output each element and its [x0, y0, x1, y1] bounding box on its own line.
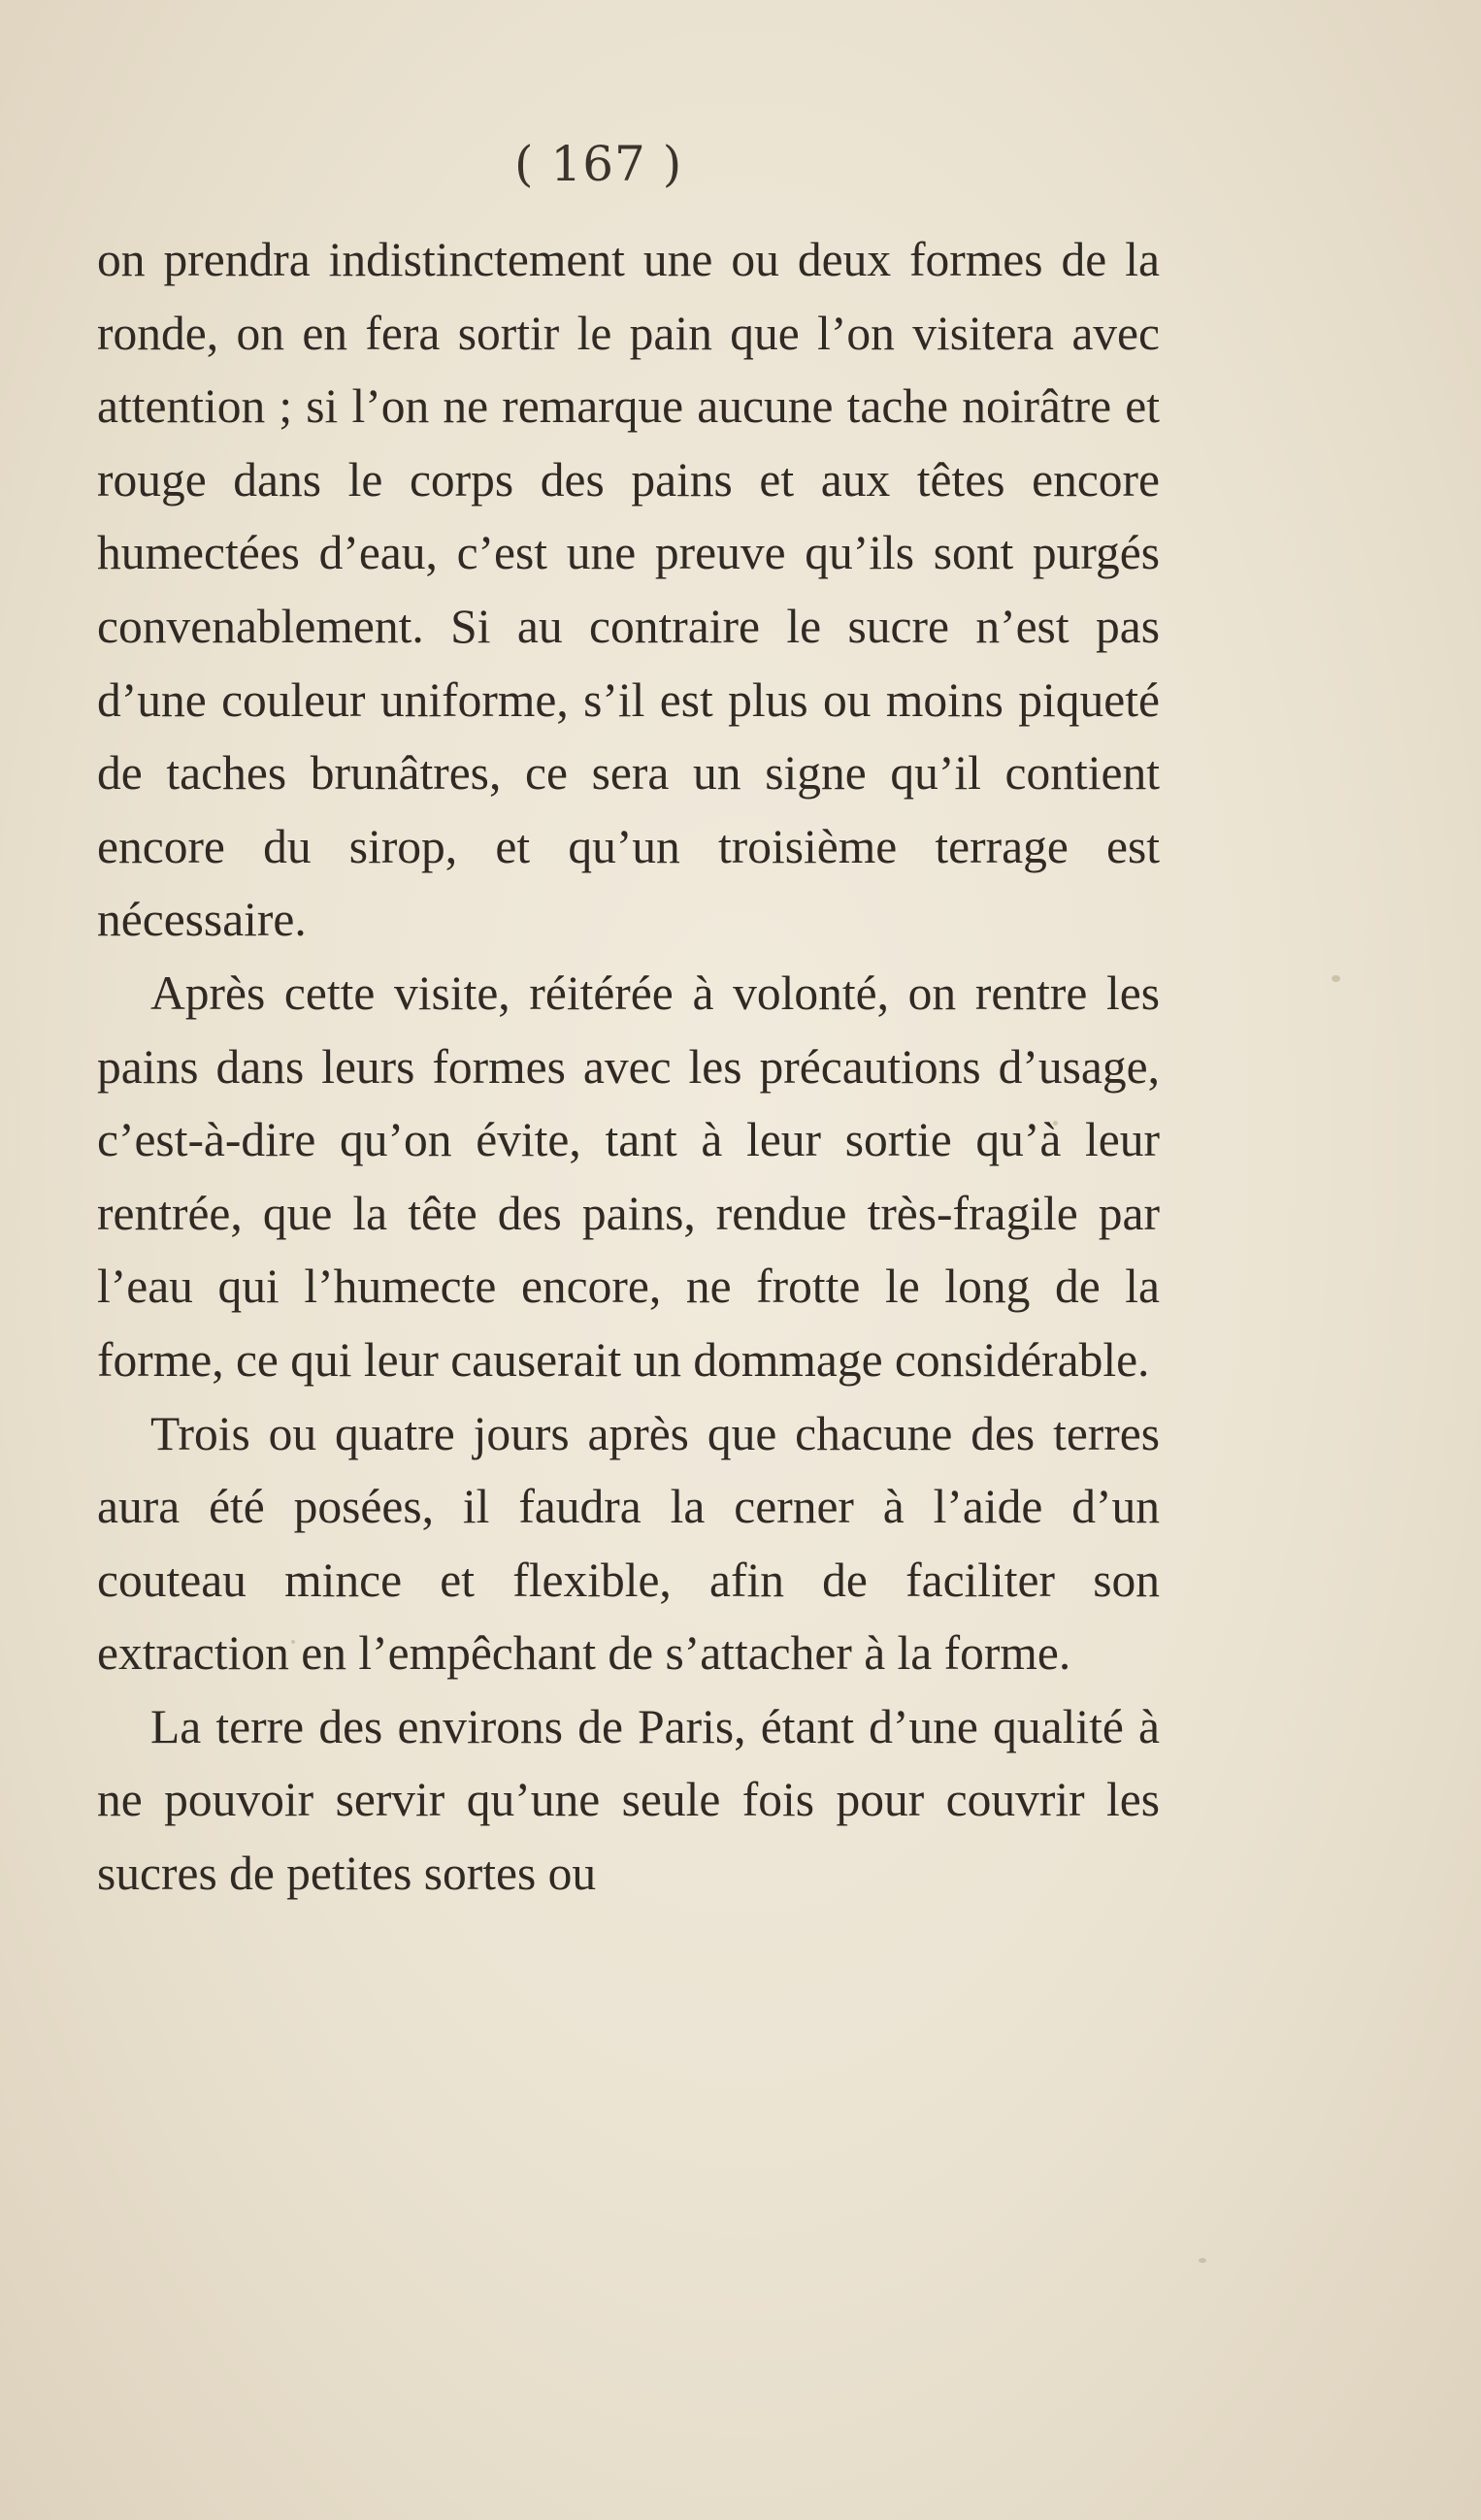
paragraph: Après cette visite, réitérée à volonté, on rentre les pains dans leurs formes avec les précautions d’usage, c’est-à-dire qu’on évite, tant à leur sortie qu’à leur rentrée, que la tête des pains, rendue très-fragile par l’eau qui l’humecte encore, ne frotte le long de la forme, ce qui leur causerait un dommage considérable. [97, 965, 1160, 1387]
paper-stain [1199, 2258, 1206, 2263]
page-number: ( 167 ) [514, 136, 683, 192]
paragraph: on prendra indistinctement une ou deux formes de la ronde, on en fera sortir le pain que l’on visitera avec attention ; si l’on ne remarque aucune tache noirâtre et rouge dans le corps des pains et aux têtes encore humectées d’eau, c’est une preuve qu’ils sont purgés convenablement. Si au contraire le sucre n’est pas d’une couleur uniforme, s’il est plus ou moins piqueté de taches brunâtres, ce sera un signe qu’il contient encore du sirop, et qu’un troisième terrage est nécessaire. [97, 233, 1160, 947]
paper-stain [1332, 975, 1340, 982]
body-text [97, 223, 1160, 1911]
paragraph: Trois ou quatre jours après que chacune des terres aura été posées, il faudra la cerner à l’aide d’un couteau mince et flexible, afin de faciliter son extraction en l’empêchant de s’attacher à la forme. [97, 1406, 1160, 1681]
paragraph: La terre des environs de Paris, étant d’une qualité à ne pouvoir servir qu’une seule fois pour couvrir les sucres de petites sortes ou [97, 1699, 1160, 1901]
